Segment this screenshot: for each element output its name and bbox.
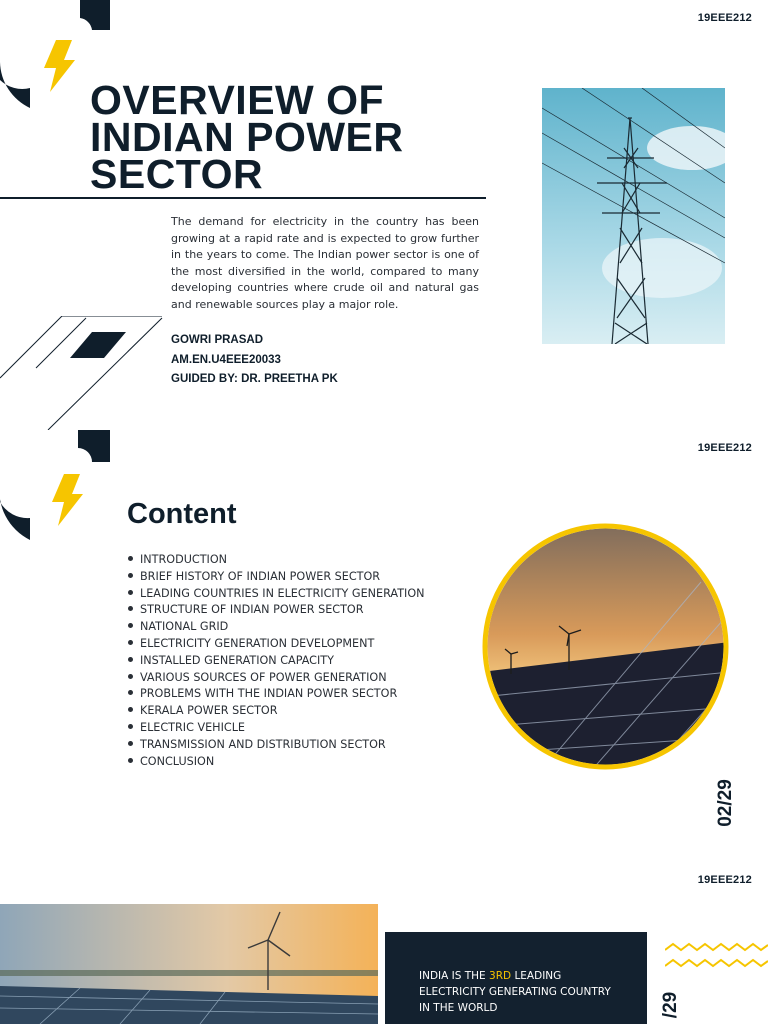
bullet-icon [128, 590, 133, 595]
contents-heading: Content [127, 498, 237, 530]
slanted-lines-decoration [0, 316, 170, 430]
bullet-icon [128, 758, 133, 763]
course-code: 19EEE212 [697, 12, 752, 24]
lightning-bolt-icon [42, 40, 76, 92]
bullet-icon [128, 606, 133, 611]
bullet-icon [128, 707, 133, 712]
slide-fact [0, 862, 768, 1024]
intro-paragraph: The demand for electricity in the country has been growing at a rapid rate and is expected to grow further in the years to come. The Indian power sector is one of the most diversified in the world, compared to many developing countries where crude oil and natural gas and renewable sources play a major role. [171, 215, 479, 311]
fact-text: INDIA IS THE 3RD LEADING ELECTRICITY GENERATING COUNTRY IN THE WORLD [419, 970, 611, 1014]
list-item: BRIEF HISTORY OF INDIAN POWER SECTOR [128, 569, 425, 586]
bullet-icon [128, 674, 133, 679]
slide-title [0, 0, 768, 430]
slide-contents [0, 430, 768, 862]
contents-list [128, 552, 425, 770]
fact-card [385, 932, 647, 1024]
guide-name: GUIDED BY: DR. PREETHA PK [171, 373, 338, 385]
course-code: 19EEE212 [697, 874, 752, 886]
course-code: 19EEE212 [697, 442, 752, 454]
solar-farm-photo [0, 904, 378, 1024]
title-divider [0, 197, 486, 199]
bullet-icon [128, 690, 133, 695]
transmission-tower-photo [542, 88, 725, 344]
list-item: INTRODUCTION [128, 552, 425, 569]
page-number: 02/29 [714, 779, 736, 827]
solar-panel-photo [481, 522, 730, 771]
roll-number: AM.EN.U4EEE20033 [171, 354, 281, 366]
list-item: VARIOUS SOURCES OF POWER GENERATION [128, 670, 425, 687]
list-item: CONCLUSION [128, 754, 425, 771]
list-item: STRUCTURE OF INDIAN POWER SECTOR [128, 602, 425, 619]
fact-highlight: 3RD [489, 970, 512, 982]
bullet-icon [128, 724, 133, 729]
page-number-partial: /29 [660, 991, 682, 1019]
list-item: TRANSMISSION AND DISTRIBUTION SECTOR [128, 737, 425, 754]
list-item: ELECTRICITY GENERATION DEVELOPMENT [128, 636, 425, 653]
author-name: GOWRI PRASAD [171, 334, 263, 346]
bullet-icon [128, 623, 133, 628]
bullet-icon [128, 741, 133, 746]
list-item: ELECTRIC VEHICLE [128, 720, 425, 737]
list-item: NATIONAL GRID [128, 619, 425, 636]
list-item: KERALA POWER SECTOR [128, 703, 425, 720]
bullet-icon [128, 657, 133, 662]
bullet-icon [128, 640, 133, 645]
zigzag-decoration [665, 942, 768, 972]
lightning-bolt-icon [50, 474, 84, 526]
list-item: INSTALLED GENERATION CAPACITY [128, 653, 425, 670]
bullet-icon [128, 573, 133, 578]
list-item: LEADING COUNTRIES IN ELECTRICITY GENERATION [128, 586, 425, 603]
page-title: OVERVIEW OF INDIAN POWER SECTOR [90, 77, 404, 197]
bullet-icon [128, 556, 133, 561]
list-item: PROBLEMS WITH THE INDIAN POWER SECTOR [128, 686, 425, 703]
